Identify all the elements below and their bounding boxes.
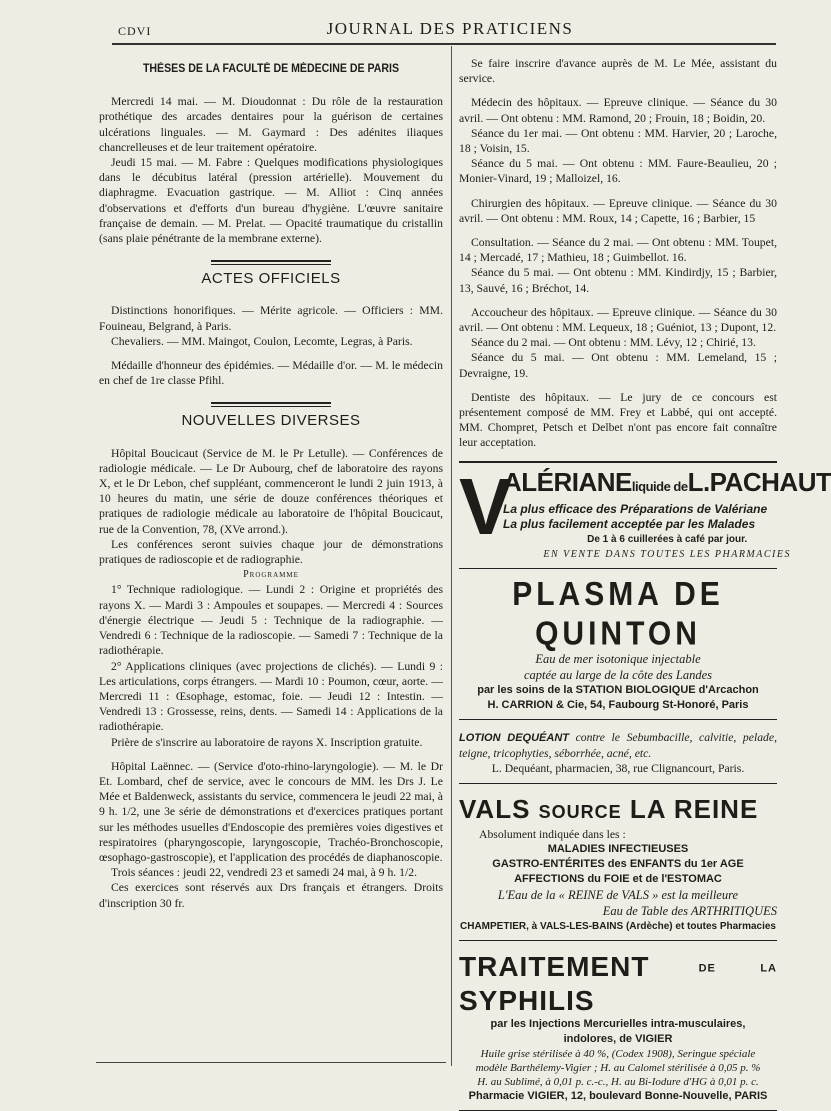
vals-maker: CHAMPETIER, à VALS-LES-BAINS (Ardèche) et toutes Pharmacies	[460, 920, 776, 932]
right-paragraph: Séance du 5 mai. — Ont obtenu : MM. Faure-Beaulieu, 20 ; Monier-Vinard, 19 ; Malloizel, 16.	[459, 157, 777, 186]
theses-paragraph: Mercredi 14 mai. — M. Dioudonnat : Du rôle de la restauration prothétique des arcades dentaires pour la guérison de certaines ulcérations linguales. — M. Gaymard : Des adénites iliaques chancrelleuses et de leur traitement opératoire.	[99, 95, 443, 154]
valeriane-line: La plus facilement acceptée par les Malades	[503, 516, 756, 531]
ad-syphilis	[459, 947, 777, 1111]
page-header	[0, 0, 800, 46]
vals-title: VALS	[459, 793, 531, 824]
nouvelles-paragraph: Prière de s'inscrire au laboratoire de rayons X. Inscription gratuite.	[111, 735, 423, 749]
syphilis-maker: Pharmacie VIGIER, 12, boulevard Bonne-Nouvelle, PARIS	[468, 1089, 768, 1102]
valeriane-maker: L.PACHAUT	[687, 466, 831, 497]
syphilis-line: Huile grise stérilisée à 40 %, (Codex 1908), Seringue spéciale	[480, 1047, 756, 1060]
vals-line: L'Eau de la « REINE de VALS » est la meilleure	[497, 887, 739, 902]
plasma-line: par les soins de la STATION BIOLOGIQUE d'Arcachon	[477, 684, 759, 697]
plasma-line: Eau de mer isotonique injectable	[535, 652, 701, 667]
vals-line: Eau de Table des ARTHRITIQUES	[602, 903, 777, 918]
lotion-text: contre le Sebumbacille, calvitie, pelade, teigne, tricophyties, séborrhée, acné, etc.	[459, 731, 777, 761]
syphilis-line: par les Injections Mercurielles intra-musculaires,	[490, 1017, 746, 1030]
valeriane-brand: ALÉRIANE	[503, 466, 632, 497]
journal-title: JOURNAL DES PRATICIENS	[326, 19, 574, 38]
valeriane-initial: V	[459, 461, 513, 551]
ad-lotion	[459, 726, 777, 784]
header-rule	[112, 43, 776, 45]
nouvelles-paragraph: 2° Applications cliniques (avec projections de clichés). — Lundi 9 : Les articulations, corps étrangers. — Mardi 10 : Poumon, cœur, aorte. — Mercredi 11 : Œsophage, estomac, foie. — Jeudi 12 : Intestin. — Vendredi 13 : Grossesse, reins, dents. — Samedi 14 : Applications de la radiothérapie.	[99, 659, 443, 734]
left-column	[99, 56, 443, 911]
valeriane-line: La plus efficace des Préparations de Valériane	[503, 501, 768, 516]
theses-paragraph: Jeudi 15 mai. — M. Fabre : Quelques modifications physiologiques dans le décubitus latéral (pression artérielle). Mouvement du diaphragme. Evacuation gastrique. — M. Alliot : Cinq années d'observations et d'efforts d'un bureau d'hygiène. L'œuvre sanitaire française de demain. — M. Prelat. — Opacité traumatique du cristallin (sans plaie pénétrante de la membrane externe).	[99, 156, 443, 246]
vals-line: AFFECTIONS du FOIE et de l'ESTOMAC	[514, 872, 722, 885]
section-rule	[211, 402, 331, 407]
vals-line: MALADIES INFECTIEUSES	[547, 842, 689, 855]
right-paragraph: Séance du 2 mai. — Ont obtenu : MM. Lévy, 12 ; Chirié, 13.	[471, 336, 756, 350]
vals-reine: LA REINE	[629, 793, 759, 824]
valeriane-sale: EN VENTE DANS TOUTES LES PHARMACIES	[543, 548, 791, 560]
nouvelles-paragraph: 1° Technique radiologique. — Lundi 2 : Origine et propriétés des rayons X. — Mardi 3 : Ampoules et soupapes. — Mercredi 4 : Sources d'énergie électrique — Jeudi 5 : Technique de la radiographie. — Vendredi 6 : Technique de la radioscopie. — Samedi 7 : Technique de la radiothérapie.	[99, 583, 443, 658]
lotion-maker: L. Dequéant, pharmacien, 38, rue Clignancourt, Paris.	[491, 762, 745, 776]
nouvelles-paragraph: Les conférences seront suivies chaque jour de démonstrations pratiques de radioscopie et de radiographie.	[99, 537, 443, 567]
right-paragraph: Séance du 1er mai. — Ont obtenu : MM. Harvier, 20 ; Laroche, 18 ; Voisin, 15.	[459, 126, 777, 156]
right-paragraph: Chirurgien des hôpitaux. — Epreuve clinique. — Séance du 30 avril. — Ont obtenu : MM. Roux, 14 ; Capette, 16 ; Barbier, 15	[459, 196, 777, 225]
syphilis-de-la: DE LA	[698, 962, 777, 975]
syphilis-word: SYPHILIS	[459, 984, 595, 1016]
syphilis-line: modèle Barthélemy-Vigier ; H. au Calomel stérilisée à 0,05 p. %	[475, 1061, 761, 1074]
right-paragraph: Consultation. — Séance du 2 mai. — Ont obtenu : MM. Toupet, 14 ; Mercadé, 17 ; Mathieu, 18 ; Guimbellot. 16.	[459, 236, 777, 265]
syphilis-line: indolores, de VIGIER	[563, 1032, 673, 1045]
actes-paragraph: Médaille d'honneur des épidémies. — Médaille d'or. — M. le médecin en chef de 1re classe Pfihl.	[99, 359, 443, 388]
ad-valeriane	[459, 461, 831, 569]
nouvelles-paragraph: Ces exercices sont réservés aux Drs français et étrangers. Droits d'inscription 30 fr.	[99, 881, 443, 910]
actes-title: ACTES OFFICIELS	[201, 270, 341, 288]
valeriane-dose: De 1 à 6 cuillerées à café par jour.	[587, 533, 748, 545]
syphilis-title: TRAITEMENT	[459, 950, 650, 982]
nouvelles-paragraph: Hôpital Boucicaut (Service de M. le Pr Letulle). — Conférences de radiologie médicale. — Le Dr Aubourg, chef de laboratoire des rayons X, et le Dr Lebon, chef suppléant, commenceront le lundi 2 juin 1913, à 10 heures du matin, une série de douze conférences théoriques et pratiques de radiologie médicale au laboratoire de l'hôpital Boucicaut, rue de la Convention, 78, (XVe arrond.).	[99, 446, 443, 536]
column-divider	[451, 46, 452, 1066]
theses-title: THÈSES DE LA FACULTÉ DE MÉDECINE DE PARIS	[142, 63, 400, 75]
bottom-rule	[96, 1062, 446, 1063]
page-number: CDVI	[118, 24, 152, 38]
vals-line: GASTRO-ENTÉRITES des ENFANTS du 1er AGE	[492, 857, 744, 870]
right-paragraph: Dentiste des hôpitaux. — Le jury de ce concours est présentement composé de MM. Frey et Labbé, qui ont accepté. MM. Chompret, Petsch et Delbet n'ont pas encore fait connaître leur acceptation.	[459, 390, 777, 450]
right-paragraph: Se faire inscrire d'avance auprès de M. Le Mée, assistant du service.	[459, 57, 777, 86]
plasma-maker: H. CARRION & Cie, 54, Faubourg St-Honoré, Paris	[487, 699, 749, 712]
plasma-title: PLASMA DE QUINTON	[512, 576, 724, 653]
nouvelles-title: NOUVELLES DIVERSES	[181, 412, 361, 430]
right-column	[459, 56, 831, 1111]
right-paragraph: Médecin des hôpitaux. — Epreuve clinique. — Séance du 30 avril. — Ont obtenu : MM. Ramond, 20 ; Frouin, 18 ; Boidin, 20.	[459, 96, 777, 125]
section-rule	[211, 260, 331, 265]
nouvelles-paragraph: Trois séances : jeudi 22, vendredi 23 et samedi 24 mai, à 9 h. 1/2.	[111, 866, 417, 880]
ad-vals	[459, 790, 777, 941]
right-paragraph: Séance du 5 mai. — Ont obtenu : MM. Lemeland, 15 ; Devraigne, 19.	[459, 351, 777, 380]
plasma-line: captée au large de la côte des Landes	[523, 668, 713, 683]
valeriane-brand-small: liquide de	[631, 478, 688, 494]
vals-source: SOURCE	[538, 801, 622, 822]
actes-paragraph: Distinctions honorifiques. — Mérite agricole. — Officiers : MM. Fouineau, Belgrand, à Paris.	[99, 304, 443, 333]
programme-heading: Programme	[243, 569, 299, 581]
right-paragraph: Séance du 5 mai. — Ont obtenu : MM. Kindirdjy, 15 ; Barbier, 13, Sauvé, 16 ; Bréchot, 14.	[459, 266, 777, 295]
right-paragraph: Accoucheur des hôpitaux. — Epreuve clinique. — Séance du 30 avril. — Ont obtenu : MM. Lequeux, 18 ; Guéniot, 13 ; Dupont, 12.	[459, 305, 777, 335]
vals-line: Absolument indiquée dans les :	[479, 827, 626, 841]
nouvelles-paragraph: Hôpital Laënnec. — (Service d'oto-rhino-laryngologie). — M. le Dr Et. Lombard, chef de service, avec le concours de MM. les Drs J. Le Mée et Baldenweck, assistants du service, commencera le jeudi 22 mai, à 9 h. 1/2, une 3e série de démonstrations et d'exercices pratiques portant sur les méthodes usuelles d'Endoscopie des premières voies digestives et respiratoires (pharyngoscopie, laryngoscopie, Trachéo-Bronchoscopie, œsophago-gastroscopie), et l'application des procédés de diaphanoscopie.	[99, 759, 443, 864]
ad-plasma	[459, 575, 777, 720]
actes-paragraph: Chevaliers. — MM. Maingot, Coulon, Lecomte, Legras, à Paris.	[111, 334, 413, 348]
syphilis-line: H. au Sublimé, à 0,01 p. c.-c., H. au Bi-Iodure d'HG à 0,01 p. c.	[477, 1075, 759, 1088]
lotion-brand: LOTION DEQUÉANT	[459, 732, 569, 745]
